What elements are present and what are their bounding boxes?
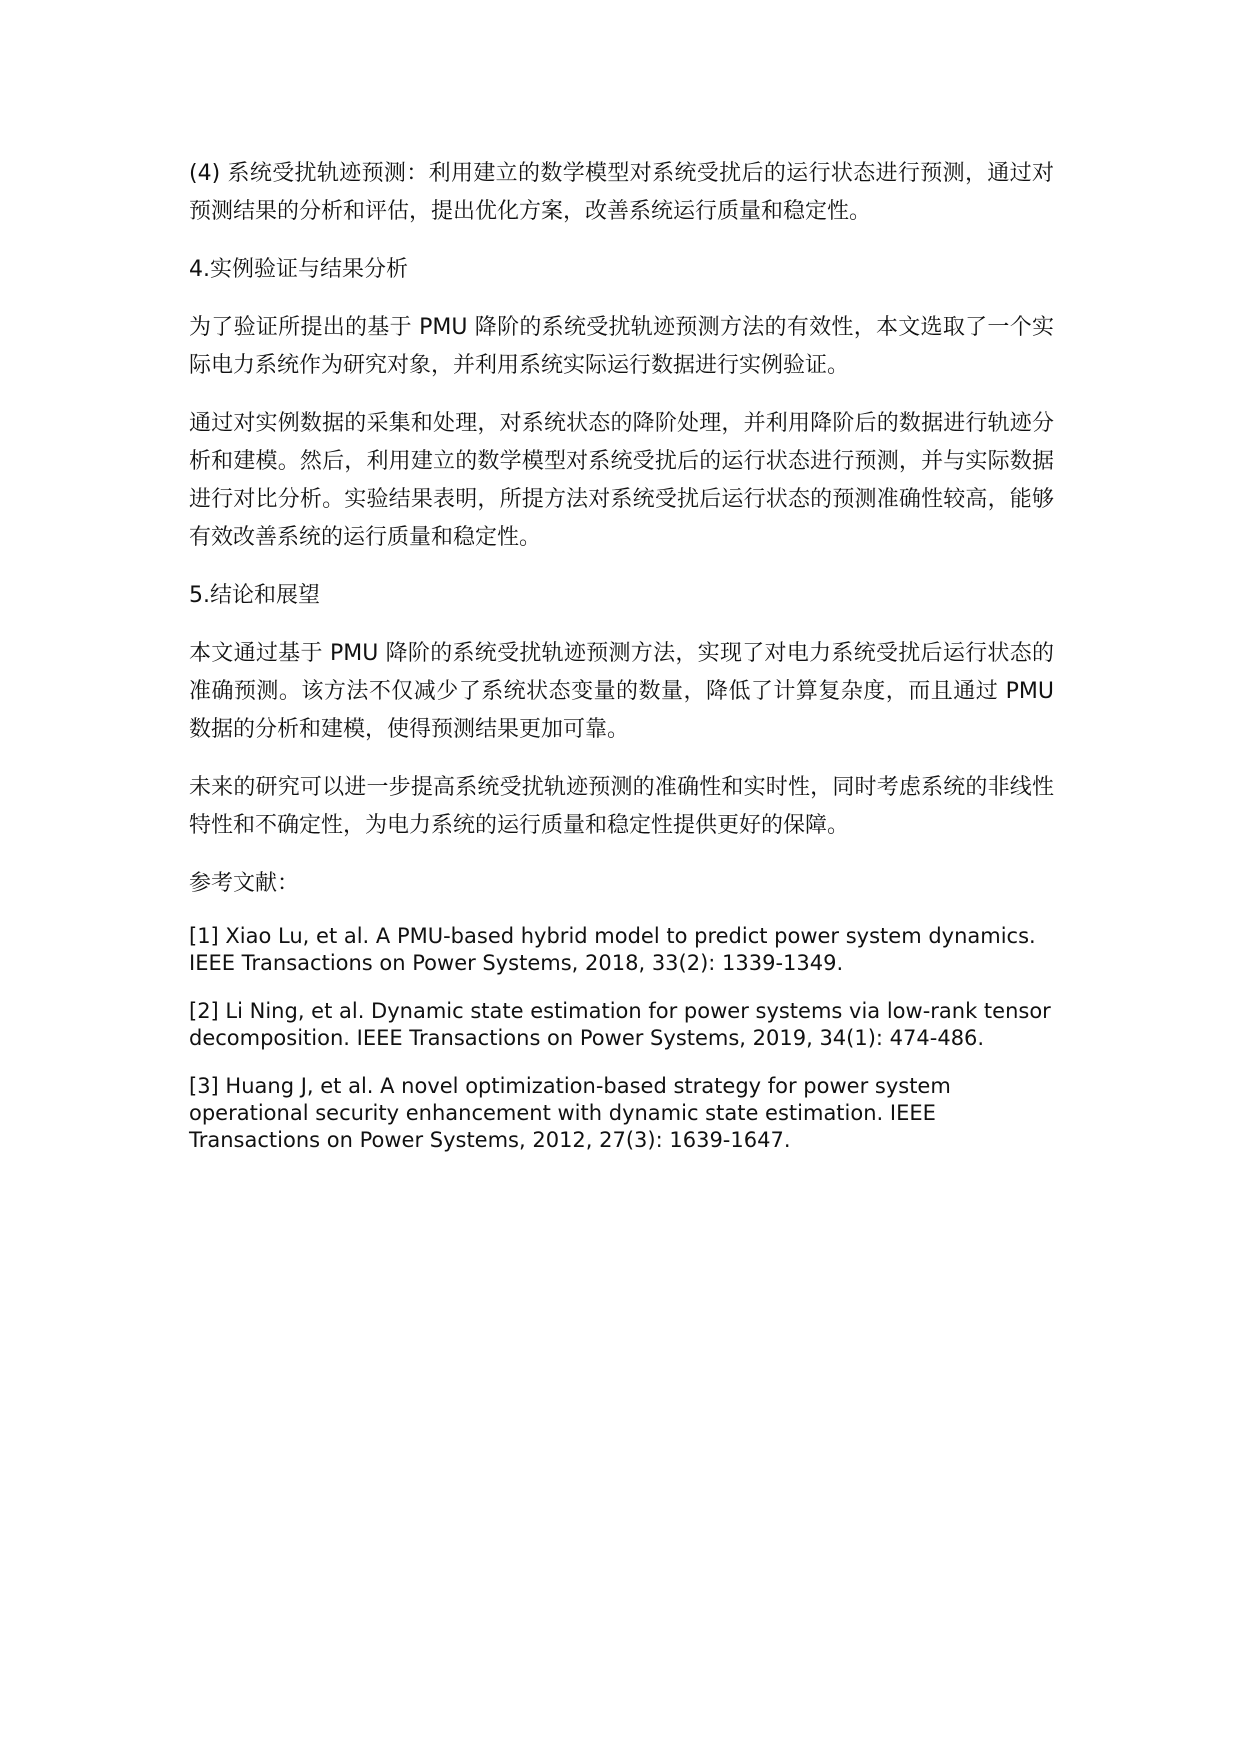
paragraph-outlook: 未来的研究可以进一步提高系统受扰轨迹预测的准确性和实时性，同时考虑系统的非线性特性和不确定性，为电力系统的运行质量和稳定性提供更好的保障。 xyxy=(189,775,1054,838)
document-page xyxy=(189,155,1054,1175)
paragraph-validation-intro: 为了验证所提出的基于 PMU 降阶的系统受扰轨迹预测方法的有效性，本文选取了一个实际电力系统作为研究对象，并利用系统实际运行数据进行实例验证。 xyxy=(189,315,1054,378)
reference-item-2: [2] Li Ning, et al. Dynamic state estimation for power systems via low-rank tensor decomposition. IEEE Transactions on Power Systems, 2019, 34(1): 474-486. xyxy=(189,999,1051,1050)
section-heading-conclusion: 5.结论和展望 xyxy=(189,583,320,608)
paragraph-trajectory-prediction: (4) 系统受扰轨迹预测：利用建立的数学模型对系统受扰后的运行状态进行预测，通过对预测结果的分析和评估，提出优化方案，改善系统运行质量和稳定性。 xyxy=(189,161,1054,224)
reference-item-3: [3] Huang J, et al. A novel optimization-based strategy for power system operational security enhancement with dynamic state estimation. IEEE Transactions on Power Systems, 2012, 27(3): 1639-1647. xyxy=(189,1074,951,1152)
paragraph-conclusion: 本文通过基于 PMU 降阶的系统受扰轨迹预测方法，实现了对电力系统受扰后运行状态的准确预测。该方法不仅减少了系统状态变量的数量，降低了计算复杂度，而且通过 PMU 数据的分析和建模，使得预测结果更加可靠。 xyxy=(189,641,1054,742)
section-heading-validation: 4.实例验证与结果分析 xyxy=(189,257,408,282)
paragraph-validation-results: 通过对实例数据的采集和处理，对系统状态的降阶处理，并利用降阶后的数据进行轨迹分析和建模。然后，利用建立的数学模型对系统受扰后的运行状态进行预测，并与实际数据进行对比分析。实验结果表明，所提方法对系统受扰后运行状态的预测准确性较高，能够有效改善系统的运行质量和稳定性。 xyxy=(189,411,1054,550)
reference-item-1: [1] Xiao Lu, et al. A PMU-based hybrid model to predict power system dynamics. IEEE Transactions on Power Systems, 2018, 33(2): 1339-1349. xyxy=(189,924,1036,975)
references-title: 参考文献： xyxy=(189,871,300,896)
